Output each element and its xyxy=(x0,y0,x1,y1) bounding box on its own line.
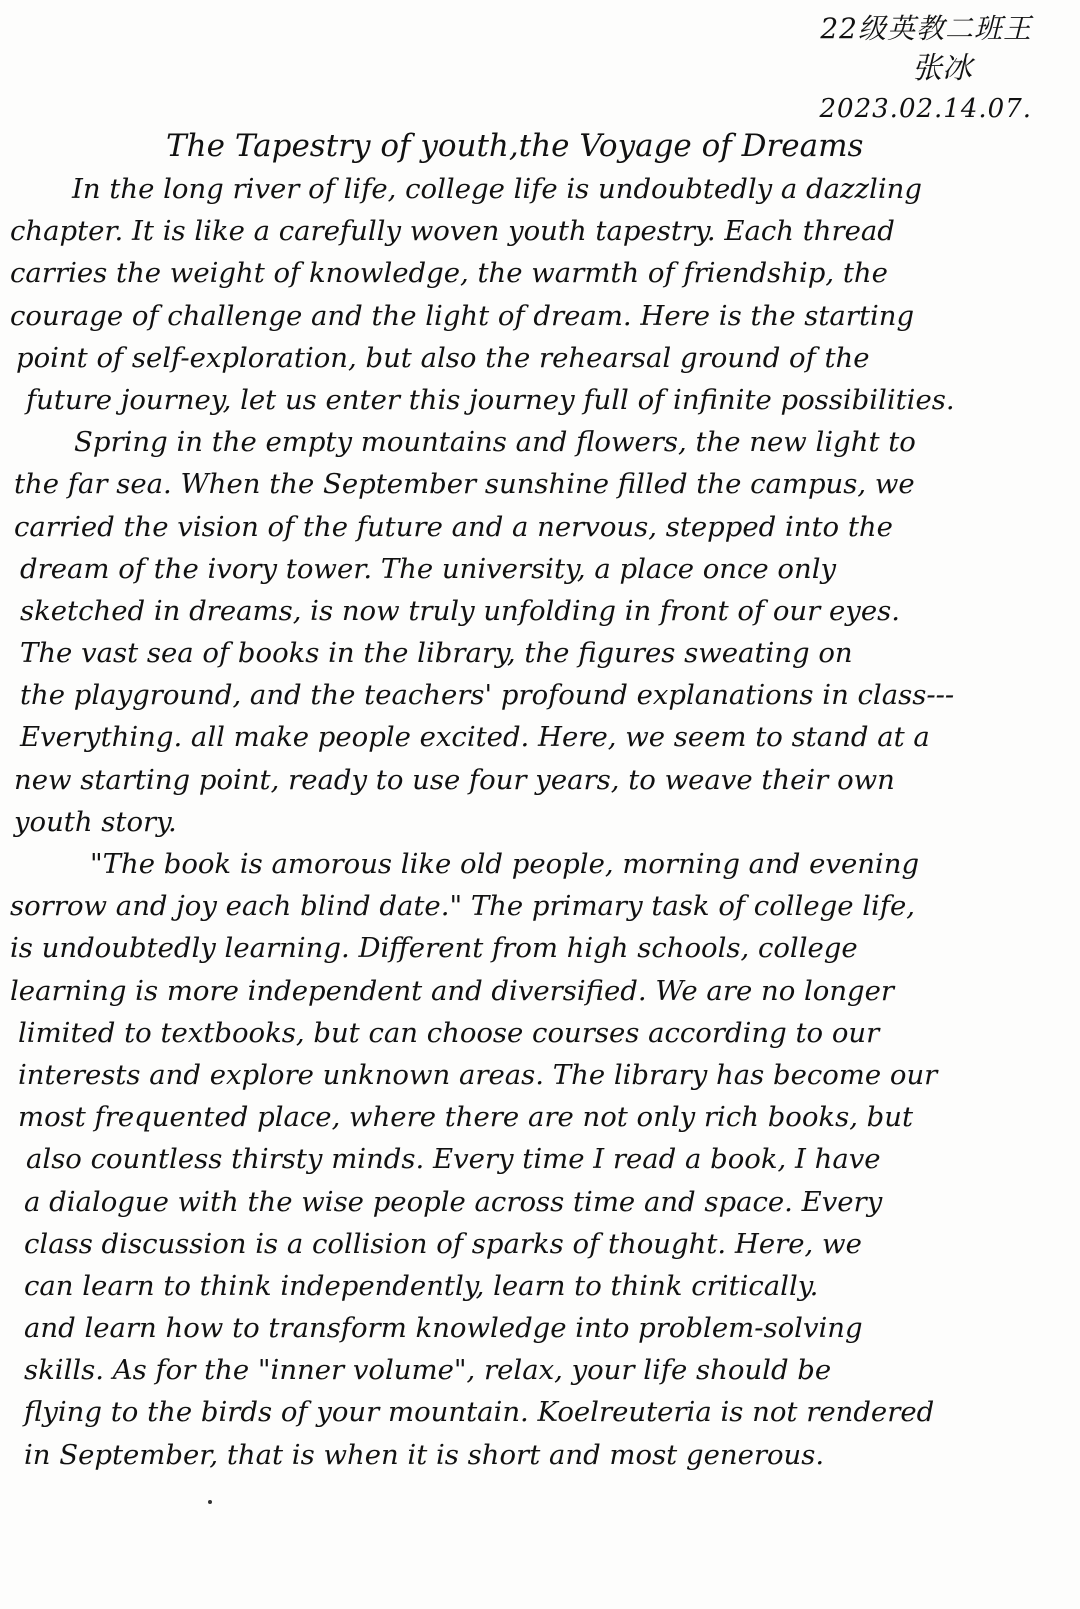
essay-line: "The book is amorous like old people, morning and evening xyxy=(90,848,920,880)
class-info: 22级英教二班王 xyxy=(820,12,1032,45)
essay-line: skills. As for the "inner volume", relax, your life should be xyxy=(24,1354,832,1387)
essay-line: learning is more independent and diversified. We are no longer xyxy=(10,974,895,1007)
essay-line: most frequented place, where there are not only rich books, but xyxy=(18,1101,914,1134)
essay-line: courage of challenge and the light of dream. Here is the starting xyxy=(10,299,915,332)
essay-line: limited to textbooks, but can choose courses according to our xyxy=(18,1016,880,1049)
essay-line: sorrow and joy each blind date." The primary task of college life, xyxy=(10,890,916,923)
ink-dot xyxy=(208,1500,212,1504)
essay-line: sketched in dreams, is now truly unfolding in front of our eyes. xyxy=(20,594,900,627)
essay-body xyxy=(10,168,1050,1476)
essay-line: is undoubtedly learning. Different from high schools, college xyxy=(10,932,858,965)
essay-title: The Tapestry of youth,the Voyage of Dreams xyxy=(166,128,864,164)
essay-line: carries the weight of knowledge, the warmth of friendship, the xyxy=(10,257,888,290)
essay-line: in September, that is when it is short and most generous. xyxy=(24,1438,825,1471)
essay-line: interests and explore unknown areas. The library has become our xyxy=(18,1058,938,1091)
essay-line: carried the vision of the future and a nervous, stepped into the xyxy=(14,510,893,543)
essay-line: class discussion is a collision of sparks of thought. Here, we xyxy=(24,1227,862,1260)
essay-line: In the long river of life, college life is undoubtedly a dazzling xyxy=(72,173,922,205)
essay-line: also countless thirsty minds. Every time I read a book, I have xyxy=(26,1143,881,1176)
essay-line: the far sea. When the September sunshine filled the campus, we xyxy=(14,468,915,501)
essay-line: a dialogue with the wise people across time and space. Every xyxy=(24,1185,883,1218)
essay-line: dream of the ivory tower. The university, a place once only xyxy=(20,552,837,585)
essay-line: new starting point, ready to use four years, to weave their own xyxy=(14,763,895,796)
student-name: 张冰 xyxy=(912,51,972,86)
essay-line: Everything. all make people excited. Here, we seem to stand at a xyxy=(20,721,930,754)
essay-line: youth story. xyxy=(14,805,177,838)
essay-line: point of self-exploration, but also the rehearsal ground of the xyxy=(16,341,870,374)
essay-line: chapter. It is like a carefully woven youth tapestry. Each thread xyxy=(10,215,895,248)
essay-line: and learn how to transform knowledge into problem-solving xyxy=(24,1312,863,1345)
essay-line: future journey, let us enter this journey full of infinite possibilities. xyxy=(26,383,955,416)
essay-line: Spring in the empty mountains and flowers, the new light to xyxy=(74,426,916,459)
essay-line: the playground, and the teachers' profound explanations in class--- xyxy=(20,679,955,712)
essay-line: can learn to think independently, learn to think critically. xyxy=(24,1269,819,1302)
essay-line: The vast sea of books in the library, the figures sweating on xyxy=(20,637,853,670)
essay-line: flying to the birds of your mountain. Koelreuteria is not rendered xyxy=(24,1396,935,1429)
student-date-id: 2023.02.14.07. xyxy=(819,94,1032,124)
